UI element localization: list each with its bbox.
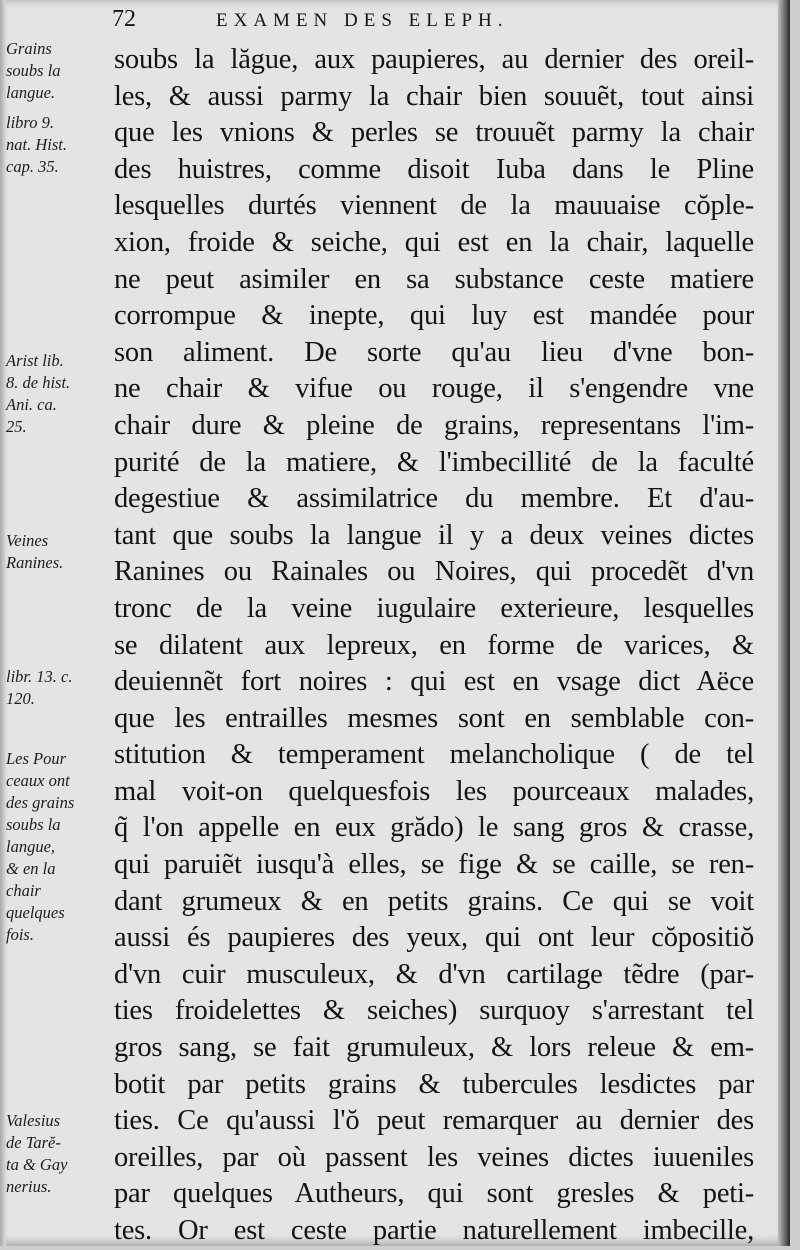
margin-note-line: ta & Gay [6,1155,68,1174]
margin-note-pline-ref [6,112,118,178]
margin-note-line: soubs la [6,815,61,834]
page-header [0,4,790,38]
margin-note-line: & en la [6,859,56,878]
margin-note-line: langue, [6,837,56,856]
margin-note-line: libro 9. [6,113,54,132]
margin-note-line: Ani. ca. [6,395,57,414]
margin-note-line: soubs la [6,61,61,80]
text-line: ne peut asimiler en sa substance ceste matiere [114,263,754,295]
text-line: aussi és paupieres des yeux, qui ont leur cŏpositiŏ [114,922,754,954]
text-line: son aliment. De sorte qu'au lieu d'vne bon- [114,336,754,368]
text-line: se dilatent aux lepreux, en forme de varices, & [114,629,754,661]
margin-note-aece-ref [6,666,118,710]
text-line: qui paruiẽt iusqu'à elles, se fige & se caille, se ren- [114,849,754,881]
margin-note-line: Veines [6,531,49,550]
text-line: que les vnions & perles se trouuẽt parmy la chair [114,117,754,149]
margin-note-line: 25. [6,417,27,436]
text-line: gros sang, se fait grumuleux, & lors releue & em- [114,1032,754,1064]
text-line: purité de la matiere, & l'imbecillité de la faculté [114,446,754,478]
text-line: dant grumeux & en petits grains. Ce qui se voit [114,885,754,917]
text-line: d'vn cuir musculeux, & d'vn cartilage tẽdre (par- [114,958,754,990]
margin-note-line: Arist lib. [6,351,64,370]
margin-note-line: langue. [6,83,56,102]
page-number: 72 [112,6,136,32]
text-line: q̃ l'on appelle en eux grădo) le sang gros & crasse, [114,812,754,844]
text-line: soubs la lăgue, aux paupieres, au dernier des oreil- [114,44,754,75]
text-line: mal voit-on quelquesfois les pourceaux malades, [114,775,754,807]
margin-note-line: cap. 35. [6,157,59,176]
text-line: ties froidelettes & seiches) surquoy s'arrestant tel [114,995,754,1027]
text-line: deuiennẽt fort noires : qui est en vsage dict Aëce [114,666,754,698]
margin-note-line: Les Pour [6,749,67,768]
margin-note-valesius [6,1110,118,1198]
margin-note-line: libr. 13. c. [6,667,73,686]
margin-note-line: Ranines. [6,553,64,572]
page-fold-shadow [0,0,6,1246]
margin-note-aristotle-ref [6,350,118,438]
text-line: Ranines ou Rainales ou Noires, qui procedẽt d'vn [114,556,754,588]
text-line: par quelques Autheurs, qui sont gresles & peti- [114,1178,754,1210]
text-line: que les entrailles mesmes sont en semblable con- [114,702,754,734]
text-line: ne chair & vifue ou rouge, il s'engendre vne [114,373,754,405]
text-line: xion, froide & seiche, qui est en la chair, laquelle [114,226,754,258]
running-head: EXAMEN DES ELEPH. [216,10,509,31]
margin-note-line: fois. [6,925,34,944]
margin-note-line: chair [6,881,41,900]
text-line: lesquelles durtés viennent de la mauuaise cŏple- [114,190,754,222]
margin-note-line: des grains [6,793,75,812]
margin-note-line: nerius. [6,1177,52,1196]
text-line: des huistres, comme disoit Iuba dans le Pline [114,153,754,185]
margin-note-line: 8. de hist. [6,373,71,392]
text-line: degestiue & assimilatrice du membre. Et d'au- [114,483,754,515]
text-line: oreilles, par où passent les veines dictes iuueniles [114,1141,754,1173]
text-line: tant que soubs la langue il y a deux veines dictes [114,519,754,551]
margin-note-veines [6,530,118,574]
text-line: tes. Or est ceste partie naturellement imbecille, [114,1215,754,1246]
margin-note-line: ceaux ont [6,771,70,790]
margin-note-line: nat. Hist. [6,135,67,154]
margin-note-line: Grains [6,39,52,58]
text-line: botit par petits grains & tubercules lesdictes par [114,1068,754,1100]
margin-note-line: 120. [6,689,35,708]
text-line: ties. Ce qu'aussi l'ŏ peut remarquer au dernier des [114,1105,754,1137]
margin-note-line: de Tarĕ- [6,1133,61,1152]
text-line: tronc de la veine iugulaire exterieure, lesquelles [114,592,754,624]
text-line: corrompue & inepte, qui luy est mandée pour [114,300,754,332]
margin-note-line: quelques [6,903,65,922]
main-text-block [114,42,754,1250]
margin-note-line: Valesius [6,1111,61,1130]
margin-note-pourceaux [6,748,118,946]
page-edge-shadow [778,0,790,1246]
text-line: stitution & temperament melancholique ( de tel [114,739,754,771]
text-line: les, & aussi parmy la chair bien souuẽt, tout ainsi [114,80,754,112]
text-line: chair dure & pleine de grains, representans l'im- [114,409,754,441]
margin-note-grains [6,38,118,104]
